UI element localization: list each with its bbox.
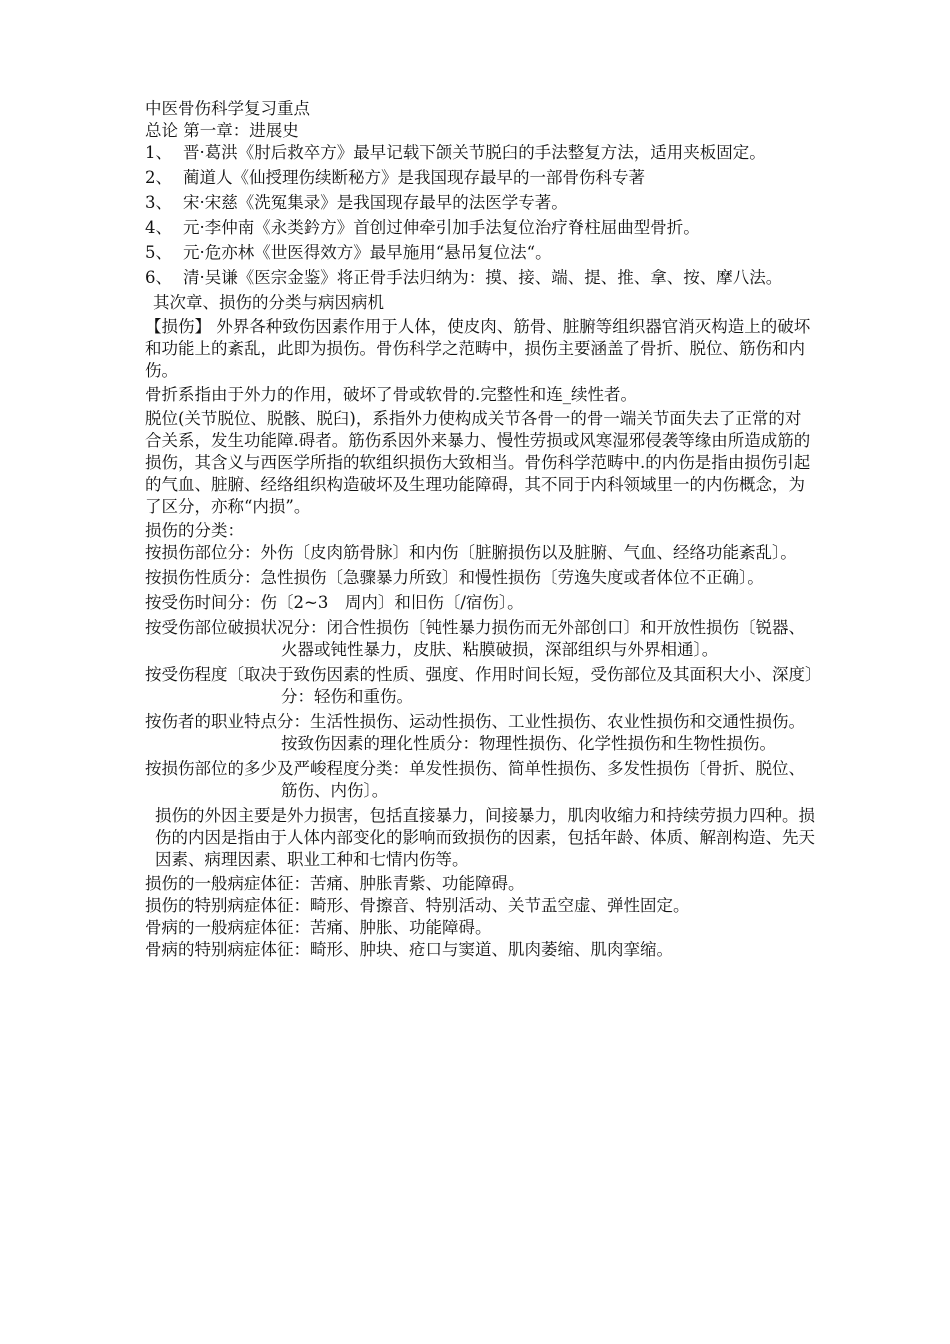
document-page xyxy=(145,98,817,961)
fracture-definition: 骨折系指由于外力的作用，破坏了骨或软骨的.完整性和连_续性者。 xyxy=(145,385,637,404)
item-number: 1、 xyxy=(145,143,172,162)
classification-heading: 损伤的分类： xyxy=(145,521,244,540)
chapter1-heading: 总论 第一章：进展史 xyxy=(145,121,299,140)
classification-item: 按损伤部位分：外伤〔皮肉筋骨脉〕和内伤〔脏腑损伤以及脏腑、气血、经络功能紊乱〕。 xyxy=(145,543,797,562)
classification-item: 按受伤程度〔取决于致伤因素的性质、强度、作用时间长短，受伤部位及其面积大小、深度〕分：轻伤和重伤。 xyxy=(145,665,814,706)
item-number: 3、 xyxy=(145,193,172,212)
injury-causes: 损伤的外因主要是外力损害，包括直接暴力，间接暴力，肌肉收缩力和持续劳损力四种。损伤的内因是指由于人体内部变化的影响而致损伤的因素，包括年龄、体质、解剖构造、先天因素、病理因素、职业工种和七情内伤等。 xyxy=(155,806,815,869)
list-item xyxy=(145,217,817,239)
sign-line: 骨病的一般病症体征：苦痛、肿胀、功能障碍。 xyxy=(145,918,492,937)
chapter2-heading: 其次章、损伤的分类与病因病机 xyxy=(153,293,384,312)
item-text: 元·李仲南《永类鈐方》首创过伸牵引加手法复位治疗脊柱屈曲型骨折。 xyxy=(183,218,700,237)
item-text: 宋·宋慈《洗冤集录》是我国现存最早的法医学专著。 xyxy=(183,193,568,212)
injury-definition: 【损伤】 外界各种致伤因素作用于人体，使皮肉、筋骨、脏腑等组织器官消灭构造上的破坏和功能上的紊乱，此即为损伤。骨伤科学之范畴中，损伤主要涵盖了骨折、脱位、筋伤和内伤。 xyxy=(145,317,811,380)
list-item xyxy=(145,167,817,189)
sign-line: 损伤的一般病症体征：苦痛、肿胀青紫、功能障碍。 xyxy=(145,874,525,893)
item-number: 5、 xyxy=(145,243,172,262)
item-text: 清·吴谦《医宗金鉴》将正骨手法归纳为：摸、接、端、提、推、拿、按、摩八法。 xyxy=(183,268,783,287)
classification-item: 按损伤性质分：急性损伤〔急骤暴力所致〕和慢性损伤〔劳逸失度或者体位不正确〕。 xyxy=(145,568,764,587)
classification-item: 按受伤时间分：伤〔2~3 周内〕和旧伤〔/宿伤〕。 xyxy=(145,593,524,612)
document-title: 中医骨伤科学复习重点 xyxy=(145,99,310,118)
item-text: 晋·葛洪《肘后救卒方》最早记载下颌关节脱臼的手法整复方法，适用夹板固定。 xyxy=(183,143,766,162)
classification-item: 按受伤部位破损状况分：闭合性损伤〔钝性暴力损伤而无外部创口〕和开放性损伤〔锐器、火器或钝性暴力，皮肤、粘膜破损，深部组织与外界相通〕。 xyxy=(145,618,805,659)
item-number: 2、 xyxy=(145,168,172,187)
item-number: 4、 xyxy=(145,218,172,237)
list-item xyxy=(145,192,817,214)
item-text: 蔺道人《仙授理伤续断秘方》是我国现存最早的一部骨伤科专著 xyxy=(183,168,645,187)
dislocation-definition: 脱位(关节脱位、脱骸、脱臼)，系指外力使构成关节各骨一的骨一端关节面失去了正常的对合关系，发生功能障.碍者。筋伤系因外来暴力、慢性劳损或风寒湿邪侵袭等缘由所造成筋的损伤，其含义与西医学所指的软组织损伤大致相当。骨伤科学范畴中.的内伤是指由损伤引起的气血、脏腑、经络组织构造破坏及生理功能障碍，其不同于内科领域里一的内伤概念，为了区分，亦称“内损”。 xyxy=(145,409,811,516)
sign-line: 损伤的特别病症体征：畸形、骨擦音、特别活动、关节盂空虚、弹性固定。 xyxy=(145,896,690,915)
item-text: 元·危亦林《世医得效方》最早施用“悬吊复位法“。 xyxy=(183,243,552,262)
classification-item: 按损伤部位的多少及严峻程度分类：单发性损伤、简单性损伤、多发性损伤〔骨折、脱位、筋伤、内伤〕。 xyxy=(145,759,805,800)
list-item xyxy=(145,267,817,289)
classification-item: 按伤者的职业特点分：生活性损伤、运动性损伤、工业性损伤、农业性损伤和交通性损伤。 按致伤因素的理化性质分：物理性损伤、化学性损伤和生物性损伤。 xyxy=(145,712,814,753)
list-item xyxy=(145,142,817,164)
sign-line: 骨病的特别病症体征：畸形、肿块、疮口与窦道、肌肉萎缩、肌肉挛缩。 xyxy=(145,940,673,959)
list-item xyxy=(145,242,817,264)
history-list xyxy=(145,142,817,289)
item-number: 6、 xyxy=(145,268,172,287)
